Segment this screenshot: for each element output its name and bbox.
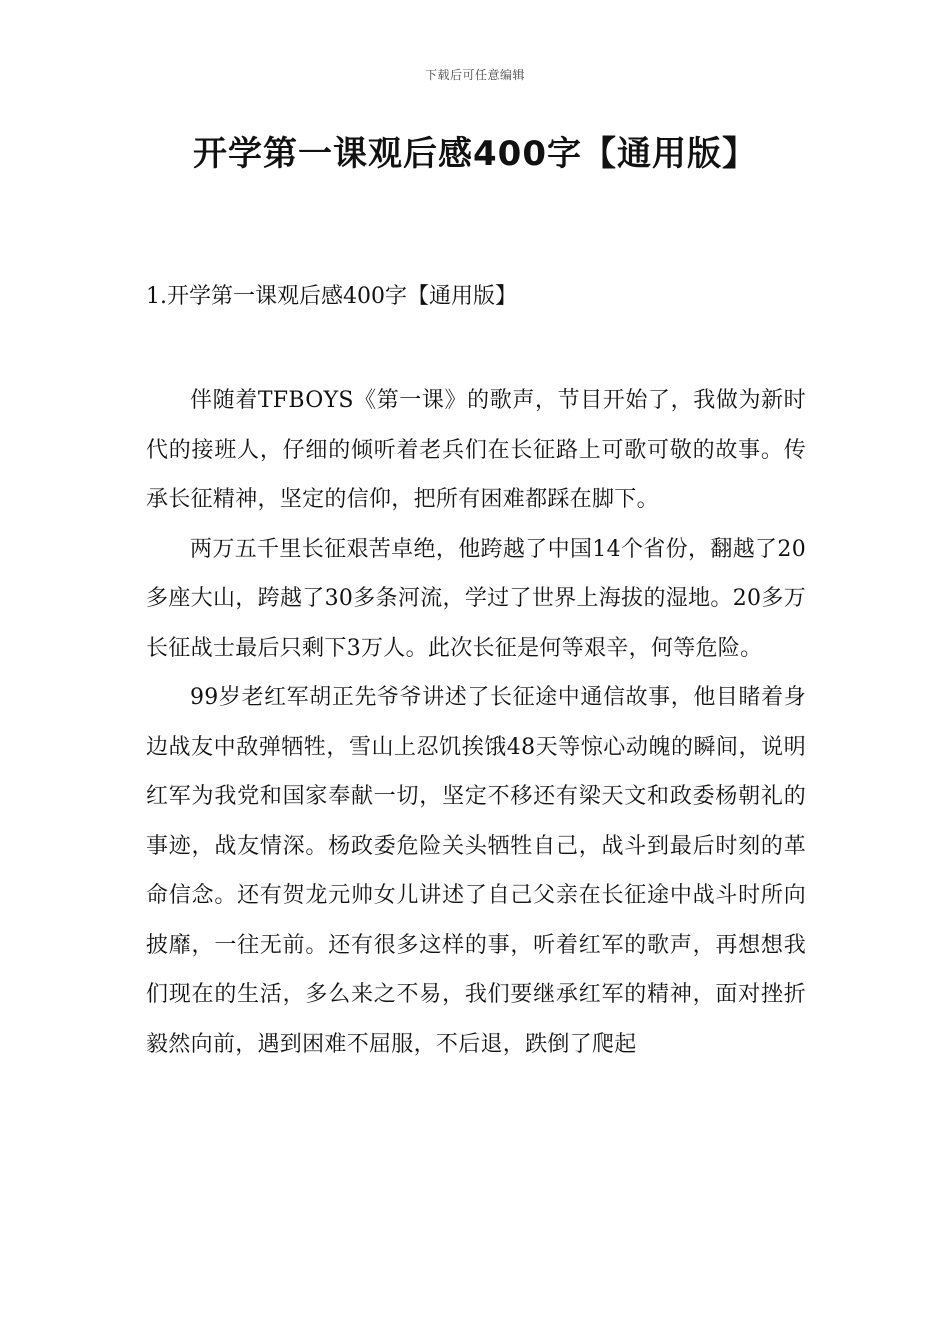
body-text <box>146 376 806 1069</box>
paragraph-3: 99岁老红军胡正先爷爷讲述了长征途中通信故事，他目睹着身边战友中敌弹牺牲，雪山上忍饥挨饿48天等惊心动魄的瞬间，说明红军为我党和国家奉献一切，坚定不移还有梁天文和政委杨朝礼的事迹，战友情深。杨政委危险关头牺牲自己，战斗到最后时刻的革命信念。还有贺龙元帅女儿讲述了自己父亲在长征途中战斗时所向披靡，一往无前。还有很多这样的事，听着红军的歌声，再想想我们现在的生活，多么来之不易，我们要继承红军的精神，面对挫折毅然向前，遇到困难不屈服，不后退，跌倒了爬起 <box>146 685 806 1057</box>
section-heading: 1.开学第一课观后感400字【通用版】 <box>146 284 517 309</box>
header-note: 下载后可任意编辑 <box>424 68 525 82</box>
document-title: 开学第一课观后感400字【通用版】 <box>193 134 757 174</box>
paragraph-1: 伴随着TFBOYS《第一课》的歌声，节目开始了，我做为新时代的接班人，仔细的倾听着老兵们在长征路上可歌可敬的故事。传承长征精神，坚定的信仰，把所有困难都踩在脚下。 <box>146 388 806 512</box>
paragraph-2: 两万五千里长征艰苦卓绝，他跨越了中国14个省份，翻越了20多座大山，跨越了30多条河流，学过了世界上海拔的湿地。20多万长征战士最后只剩下3万人。此次长征是何等艰辛，何等危险。 <box>146 536 806 661</box>
